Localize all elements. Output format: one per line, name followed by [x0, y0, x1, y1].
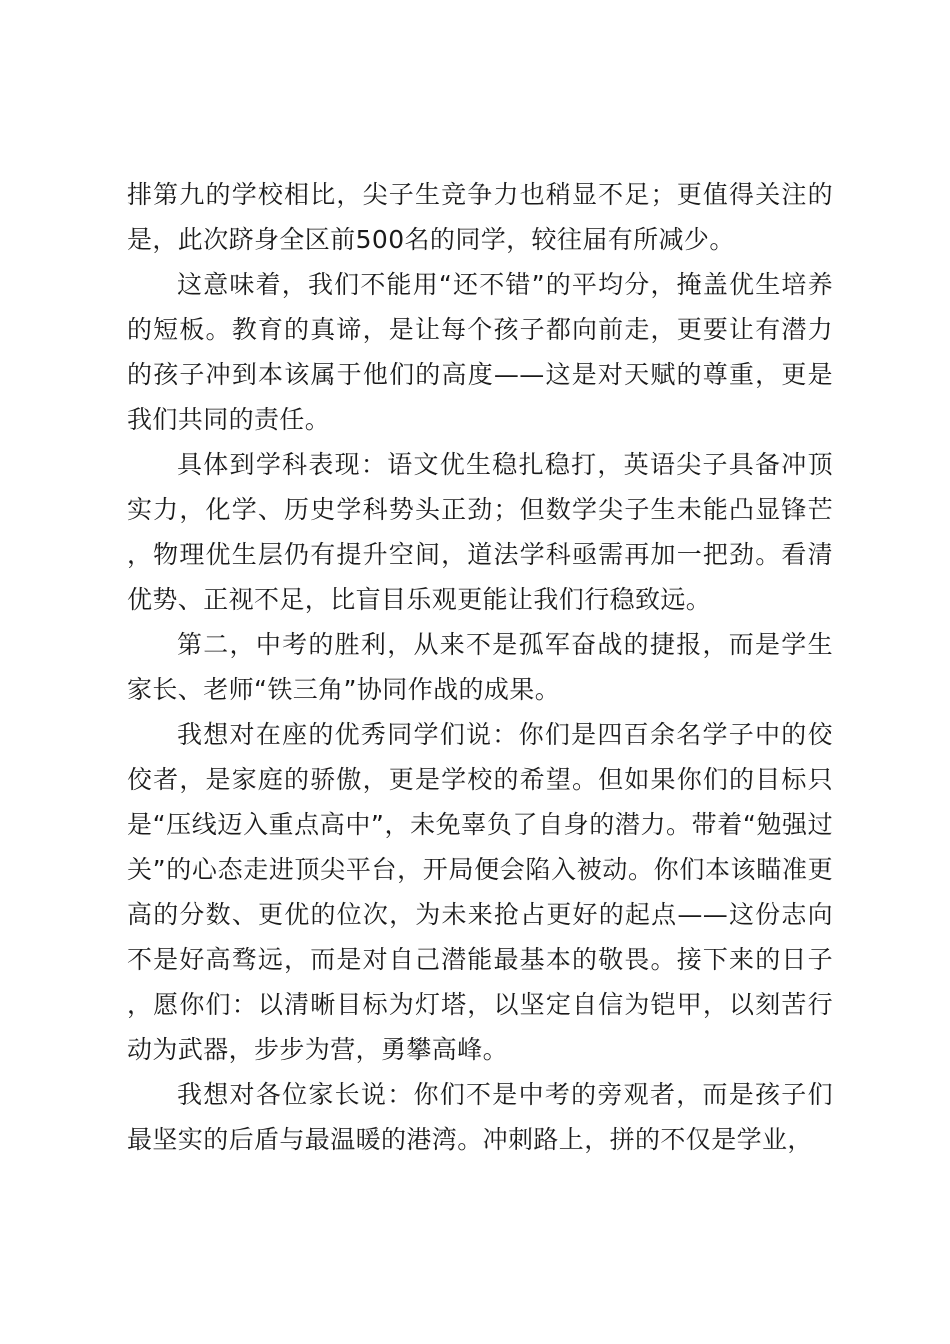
paragraph-to-students: 我想对在座的优秀同学们说：你们是四百余名学子中的佼佼者，是家庭的骄傲，更是学校的希望。但如果你们的目标只是“压线迈入重点高中”，未免辜负了自身的潜力。带着“勉强过关”的心态走进顶尖平台，开局便会陷入被动。你们本该瞄准更高的分数、更优的位次，为未来抢占更好的起点——这份志向不是好高骛远，而是对自己潜能最基本的敬畏。接下来的日子，愿你们：以清晰目标为灯塔，以坚定自信为铠甲，以刻苦行动为武器，步步为营，勇攀高峰。	[127, 720, 833, 1064]
paragraph-second-point: 第二，中考的胜利，从来不是孤军奋战的捷报，而是学生家长、老师“铁三角”协同作战的成果。	[127, 630, 833, 704]
paragraph-to-parents: 我想对各位家长说：你们不是中考的旁观者，而是孩子们最坚实的后盾与最温暖的港湾。冲刺路上，拼的不仅是学业，	[127, 1080, 833, 1154]
paragraph-subject-performance: 具体到学科表现：语文优生稳扎稳打，英语尖子具备冲顶实力，化学、历史学科势头正劲；但数学尖子生未能凸显锋芒，物理优生层仍有提升空间，道法学科亟需再加一把劲。看清优势、正视不足，比盲目乐观更能让我们行稳致远。	[127, 450, 833, 614]
paragraph-average-score: 这意味着，我们不能用“还不错”的平均分，掩盖优生培养的短板。教育的真谛，是让每个孩子都向前走，更要让有潜力的孩子冲到本该属于他们的高度——这是对天赋的尊重，更是我们共同的责任。	[127, 270, 833, 434]
paragraph-continuation: 排第九的学校相比，尖子生竞争力也稍显不足；更值得关注的是，此次跻身全区前500名的同学，较往届有所减少。	[127, 180, 833, 254]
document-body	[127, 172, 833, 1162]
